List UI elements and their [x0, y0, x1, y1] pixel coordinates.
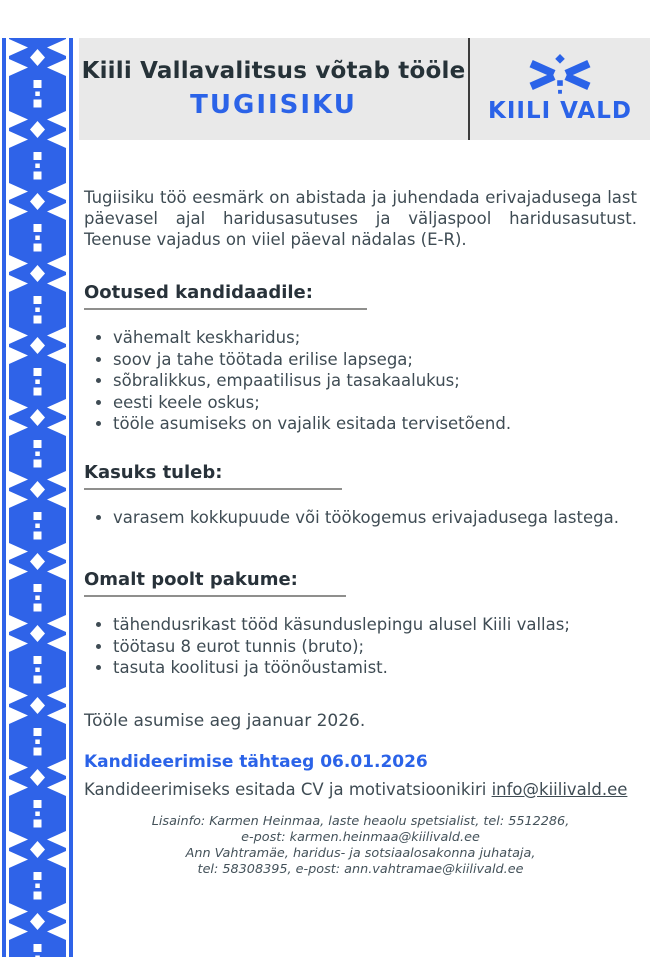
- application-deadline: Kandideerimise tähtaeg 06.01.2026: [84, 751, 428, 772]
- apply-instructions: [84, 779, 637, 800]
- bullet-item: • tasuta koolitusi ja töönõustamist.: [113, 657, 637, 679]
- section-expectations: [84, 283, 637, 435]
- section-heading: Omalt poolt pakume:: [84, 569, 298, 590]
- bullet-item: • eesti keele oskus;: [113, 392, 637, 414]
- apply-text: Kandideerimiseks esitada CV ja motivatsioonikiri: [84, 779, 492, 799]
- logo-block: [470, 38, 650, 140]
- section-offer: [84, 570, 637, 679]
- bullet-item: • tööle asumiseks on vajalik esitada tervisetõend.: [113, 413, 637, 435]
- contact-line: Ann Vahtramäe, haridus- ja sotsiaalosakonna juhataja,: [185, 845, 536, 861]
- dragonfly-icon: [522, 54, 598, 96]
- start-date-note: Tööle asumise aeg jaanuar 2026.: [84, 710, 366, 731]
- bullet-item: • vähemalt keskharidus;: [113, 327, 637, 349]
- bullet-item: • tähendusrikast tööd käsunduslepingu alusel Kiili vallas;: [113, 614, 637, 636]
- contact-line: e-post: karmen.heinmaa@kiilivald.ee: [241, 829, 480, 845]
- bullet-item: • töötasu 8 eurot tunnis (bruto);: [113, 636, 637, 658]
- employer-title: Kiili Vallavalitsus võtab tööle: [81, 58, 466, 85]
- section-heading-rule: [84, 570, 346, 597]
- bullet-list-offer: [84, 614, 637, 679]
- bullet-item: • varasem kokkupuude või töökogemus erivajadusega lastega.: [113, 507, 637, 529]
- section-advantages: [84, 463, 637, 529]
- flyer-page: [75, 38, 650, 878]
- section-heading-rule: [84, 463, 342, 490]
- position-title: TUGIISIKU: [190, 89, 357, 120]
- contact-info: [84, 814, 637, 879]
- folk-pattern-border: [0, 38, 75, 957]
- folk-pattern-icon: [0, 38, 75, 957]
- email-link[interactable]: info@kiilivald.ee: [491, 779, 628, 799]
- header-title-block: [79, 38, 468, 140]
- bullet-list-advantages: [84, 507, 637, 529]
- section-heading: Kasuks tuleb:: [84, 461, 223, 483]
- intro-paragraph: Tugiisiku töö eesmärk on abistada ja juhendada erivajadusega last päevasel ajal haridusasutuses ja väljaspool haridusasutust. Teenuse vajadus on viiel päeval nädalas (E-R).: [84, 188, 637, 249]
- bullet-item: • soov ja tahe töötada erilise lapsega;: [113, 349, 637, 371]
- bullet-list-expectations: [84, 327, 637, 435]
- logo-text: KIILI VALD: [488, 98, 632, 124]
- section-heading-rule: [84, 283, 367, 310]
- section-heading: Ootused kandidaadile:: [84, 282, 313, 303]
- header: [79, 38, 650, 140]
- contact-line: tel: 58308395, e-post: ann.vahtramae@kiilivald.ee: [197, 862, 524, 878]
- bullet-item: • sõbralikkus, empaatilisus ja tasakaalukus;: [113, 370, 637, 392]
- contact-line: Lisainfo: Karmen Heinmaa, laste heaolu spetsialist, tel: 5512286,: [151, 813, 570, 829]
